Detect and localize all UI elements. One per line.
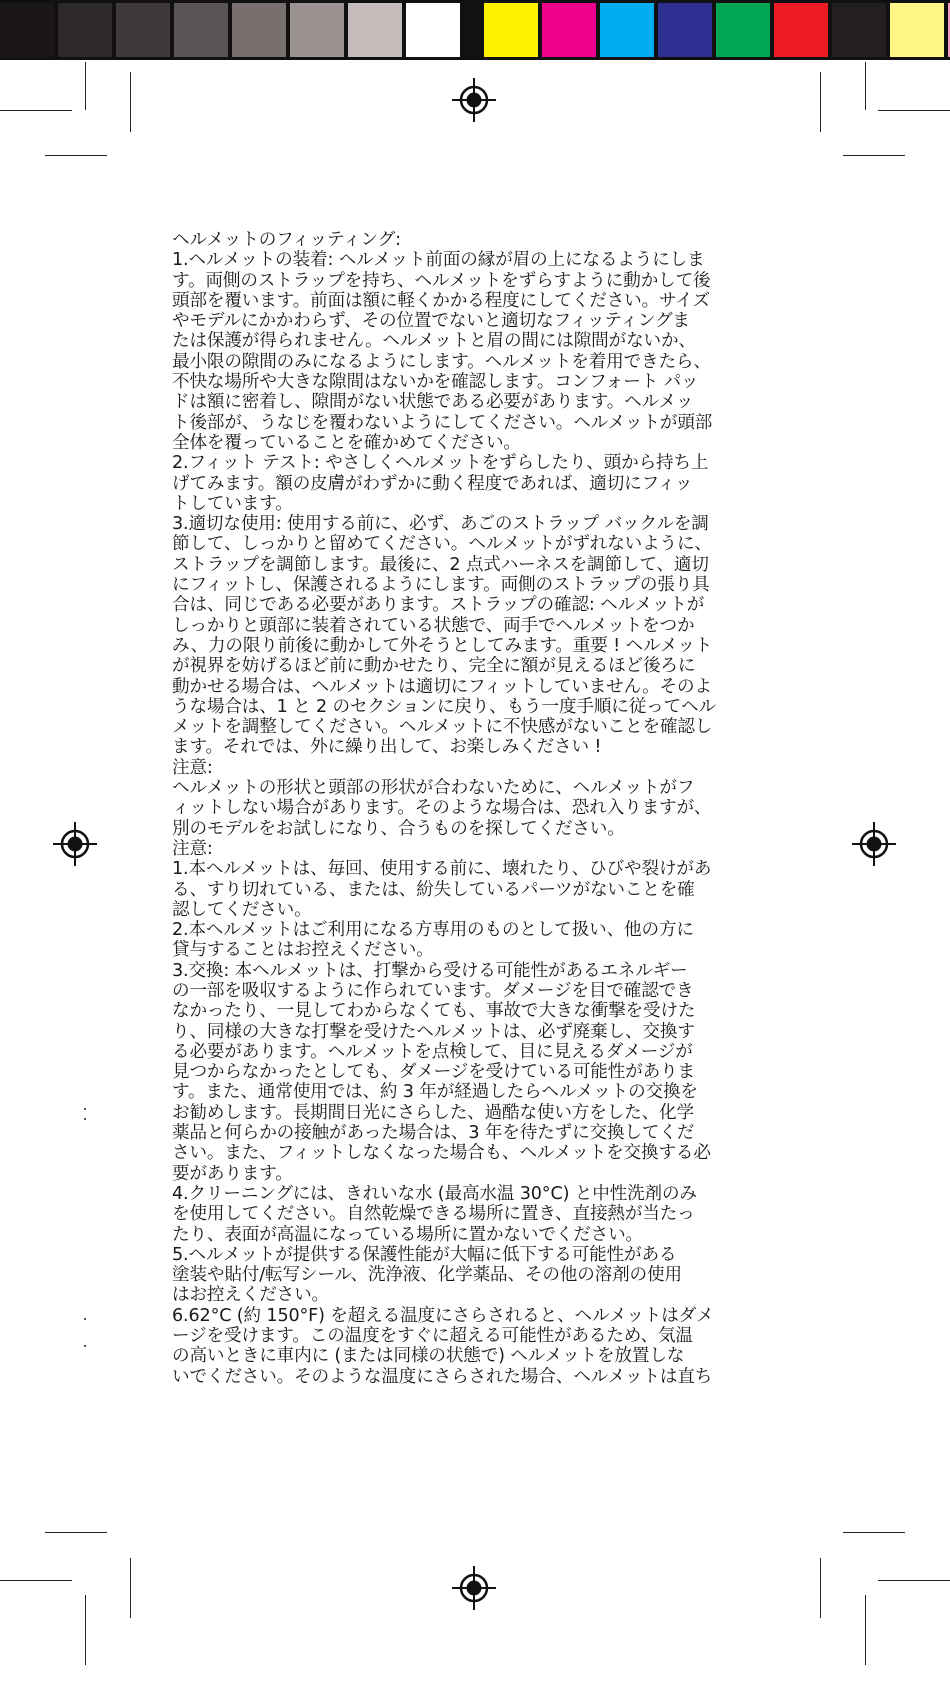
color-calibration-bar (0, 0, 950, 60)
text-line: 3.交換: 本ヘルメットは、打撃から受ける可能性があるエネルギー (172, 960, 688, 981)
text-line: ストラップを調節します。最後に、2 点式ハーネスを調節して、適切 (172, 554, 709, 575)
crop-mark (865, 62, 866, 110)
text-line: うな場合は、1 と 2 のセクションに戻り、もう一度手順に従ってヘル (172, 696, 716, 717)
color-swatch (174, 3, 228, 57)
text-line: 最小限の隙間のみになるようにします。ヘルメットを着用できたら、 (172, 351, 711, 372)
text-line: る、すり切れている、または、紛失しているパーツがないことを確 (172, 879, 695, 900)
crop-mark (820, 72, 821, 132)
text-line: たり、表面が高温になっている場所に置かないでください。 (172, 1224, 643, 1245)
crop-mark (0, 110, 72, 111)
text-line: み、力の限り前後に動かして外そうとしてみます。重要 ! ヘルメット (172, 635, 713, 656)
instruction-text-body (172, 230, 786, 1387)
crop-mark (130, 1558, 131, 1618)
registration-mark-icon (452, 78, 496, 122)
text-line: はお控えください。 (172, 1285, 329, 1306)
text-line: 節して、しっかりと留めてください。ヘルメットがずれないように、 (172, 534, 712, 555)
margin-dot (84, 1118, 86, 1120)
color-swatch (116, 3, 170, 57)
registration-mark-icon (852, 822, 896, 866)
text-line: 3.適切な使用: 使用する前に、必ず、あごのストラップ バックルを調 (172, 514, 709, 535)
text-line: す。両側のストラップを持ち、ヘルメットをずらすように動かして後 (172, 270, 711, 291)
text-line: を使用してください。自然乾燥できる場所に置き、直接熱が当たっ (172, 1204, 695, 1225)
text-line: 2.フィット テスト: やさしくヘルメットをずらしたり、頭から持ち上 (172, 453, 709, 474)
text-line: の一部を吸収するように作られています。ダメージを目で確認でき (172, 980, 694, 1001)
text-line: お勧めします。長期間日光にさらした、過酷な使い方をした、化学 (172, 1102, 694, 1123)
text-line: 薬品と何らかの接触があった場合は、3 年を待たずに交換してくだ (172, 1123, 695, 1144)
color-swatch (58, 3, 112, 57)
text-line: 貸与することはお控えください。 (172, 940, 434, 961)
text-line: たは保護が得られません。ヘルメットと眉の間には隙間がないか、 (172, 331, 696, 352)
text-line: 全体を覆っていることを確かめてください。 (172, 432, 521, 453)
color-swatch (290, 3, 344, 57)
text-line: の高いときに車内に (または同様の状態で) ヘルメットを放置しな (172, 1346, 685, 1367)
text-line: ドは額に密着し、隙間がない状態である必要があります。ヘルメッ (172, 392, 694, 413)
text-line: メットを調整してください。ヘルメットに不快感がないことを確認し (172, 717, 713, 738)
text-line: 6.62°C (約 150°F) を超える温度にさらされると、ヘルメットはダメ (172, 1305, 714, 1326)
crop-mark (0, 1580, 72, 1581)
text-line: 動かせる場合は、ヘルメットは適切にフィットしていません。そのよ (172, 676, 712, 697)
text-line: 別のモデルをお試しになり、合うものを探してください。 (172, 818, 625, 839)
color-swatch (232, 3, 286, 57)
color-swatch (658, 3, 712, 57)
text-line: 頭部を覆います。前面は額に軽くかかる程度にしてください。サイズ (172, 290, 710, 311)
text-line: ヘルメットの形状と頭部の形状が合わないために、ヘルメットがフ (172, 778, 695, 799)
text-line: トしています。 (172, 493, 293, 514)
text-line: 1.本ヘルメットは、毎回、使用する前に、壊れたり、ひびや裂けがあ (172, 859, 712, 880)
color-swatch (832, 3, 886, 57)
text-line: 見つからなかったとしても、ダメージを受けている可能性がありま (172, 1062, 695, 1083)
crop-mark (878, 1580, 950, 1581)
text-line: なかったり、一見してわからなくても、事故で大きな衝撃を受けた (172, 1001, 696, 1022)
text-line: やモデルにかかわらず、その位置でないと適切なフィッティングま (172, 311, 690, 332)
text-line: り、同様の大きな打撃を受けたヘルメットは、必ず廃棄し、交換す (172, 1021, 695, 1042)
text-line: げてみます。額の皮膚がわずかに動く程度であれば、適切にフィッ (172, 473, 693, 494)
color-swatch (716, 3, 770, 57)
margin-dot (84, 1345, 86, 1347)
text-line: 4.クリーニングには、きれいな水 (最高水温 30°C) と中性洗剤のみ (172, 1183, 697, 1204)
crop-mark (843, 155, 905, 156)
crop-mark (45, 1532, 107, 1533)
text-line: いでください。そのような温度にさらされた場合、ヘルメットは直ち (172, 1366, 713, 1387)
margin-dot (84, 1318, 86, 1320)
crop-mark (85, 62, 86, 110)
crop-mark (820, 1558, 821, 1618)
text-line: ト後部が、うなじを覆わないようにしてください。ヘルメットが頭部 (172, 412, 713, 433)
color-swatch (600, 3, 654, 57)
crop-mark (865, 1595, 866, 1665)
color-swatch (406, 3, 460, 57)
text-line: 認してください。 (172, 899, 312, 920)
text-line: ージを受けます。この温度をすぐに超える可能性があるため、気温 (172, 1326, 693, 1347)
text-line: 塗装や貼付/転写シール、洗浄液、化学薬品、その他の溶剤の使用 (172, 1265, 682, 1286)
text-line: 注意: (172, 838, 213, 859)
text-line: ヘルメットのフィッティング: (172, 230, 401, 250)
text-line: 2.本ヘルメットはご利用になる方専用のものとして扱い、他の方に (172, 920, 694, 941)
text-line: ィットしない場合があります。そのような場合は、恐れ入りますが、 (172, 798, 712, 819)
text-line: 5.ヘルメットが提供する保護性能が大幅に低下する可能性がある (172, 1244, 677, 1265)
crop-mark (843, 1532, 905, 1533)
registration-mark-icon (452, 1566, 496, 1610)
text-line: さい。また、フィットしなくなった場合も、ヘルメットを交換する必 (172, 1143, 711, 1164)
text-line: が視界を妨げるほど前に動かせたり、完全に額が見えるほど後ろに (172, 656, 696, 677)
text-line: 合は、同じである必要があります。ストラップの確認: ヘルメットが (172, 595, 705, 616)
text-line: 注意: (172, 757, 213, 778)
text-line: す。また、通常使用では、約 3 年が経過したらヘルメットの交換を (172, 1082, 698, 1103)
text-line: ます。それでは、外に繰り出して、お楽しみください ! (172, 737, 602, 758)
crop-mark (130, 72, 131, 132)
color-swatch (484, 3, 538, 57)
color-swatch (890, 3, 944, 57)
text-line: 不快な場所や大きな隙間はないかを確認します。コンフォート パッ (172, 372, 699, 393)
color-swatch (348, 3, 402, 57)
margin-dot (84, 1108, 86, 1110)
crop-mark (45, 155, 107, 156)
text-line: しっかりと頭部に装着されている状態で、両手でヘルメットをつか (172, 615, 695, 636)
crop-mark (85, 1595, 86, 1665)
text-line: 要があります。 (172, 1163, 293, 1184)
text-line: にフィットし、保護されるようにします。両側のストラップの張り具 (172, 575, 710, 596)
text-line: る必要があります。ヘルメットを点検して、目に見えるダメージが (172, 1041, 693, 1062)
crop-mark (878, 110, 950, 111)
color-swatch (542, 3, 596, 57)
color-swatch (0, 3, 54, 57)
registration-mark-icon (53, 822, 97, 866)
text-line: 1.ヘルメットの装着: ヘルメット前面の縁が眉の上になるようにしま (172, 250, 705, 271)
color-swatch (774, 3, 828, 57)
